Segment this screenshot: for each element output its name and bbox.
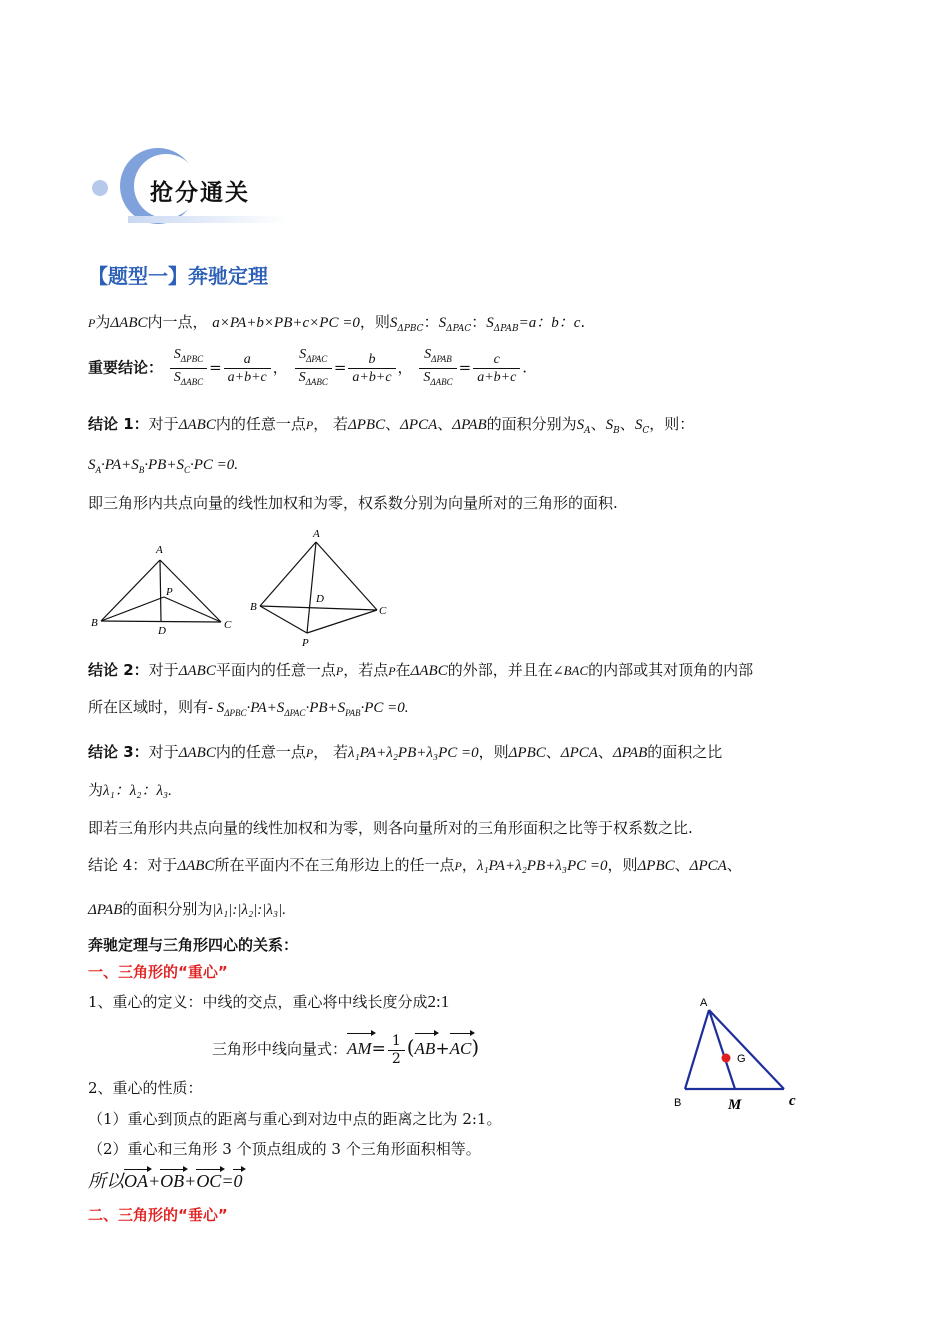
conclusion-3-note: 即若三角形内共点向量的线性加权和为零，则各向量所对的三角形面积之比等于权系数之比. [88, 819, 693, 837]
conclusion-4-line2: ΔPAB的面积分别为|λ₁|:|λ₂|:|λ₃|. [88, 900, 286, 918]
fraction-pbc: $\frac{S_{\Delta PBC}}{S_{\Delta ABC}}$ [170, 346, 207, 391]
conclusion-4-line1: 结论 4：对于ΔABC所在平面内不在三角形边上的任一点P，λ₁PA+λ₂PB+λ₃PC =0，则ΔPBC、ΔPCA、 [88, 856, 742, 874]
conclusion-2-line1: 结论 2：对于ΔABC平面内的任意一点P，若点P在ΔABC的外部，并且在∠BAC的内部或其对顶角的内部 [88, 661, 754, 679]
figure-1-triangle-interior-point [101, 560, 221, 622]
fig1-label-d: D [158, 625, 166, 637]
point-p: P [88, 316, 96, 330]
centroid-point [722, 1054, 731, 1063]
fraction-pac: $\frac{S_{\Delta PAC}}{S_{\Delta ABC}}$ [295, 346, 332, 391]
orthocenter-title: 二、三角形的“垂心” [88, 1206, 228, 1224]
fig3-label-b: B [674, 1097, 682, 1109]
fraction-c: $\frac{c}{a+b+c}$ [473, 351, 520, 386]
intro-line: P为ΔABC内一点， a×PA+b×PB+c×PC =0，则$S_{\Delta PBC}$：$S_{\Delta PAC}$：$S_{\Delta PAB}=a$：b：c. [88, 313, 586, 334]
conclusion-3-line1: 结论 3：对于ΔABC内的任意一点P， 若λ₁PA+λ₂PB+λ₃PC =0，则ΔPBC、ΔPCA、ΔPAB的面积之比 [88, 743, 723, 761]
centroid-figure [668, 992, 818, 1117]
important-conclusion: 重要结论： $\frac{S_{\Delta PBC}}{S_{\Delta ABC}}$ = $\frac{a}{a+b+c}$ ， $\frac{S_{\Delta PAC}}{S_{\Delta ABC}}$ = $\frac{b}{a+b+c}$ ， $\frac{S_{\Delta PAB}}{S_{\Delta ABC}}$ = $\frac{c}{a+b+c}$ . [88, 346, 527, 391]
fraction-pab: $\frac{S_{\Delta PAB}}{S_{\Delta ABC}}$ [419, 346, 456, 391]
figure-2-triangle-exterior-point [260, 542, 377, 633]
centroid-vector-sum: 所以OA+OB+OC=0 [88, 1168, 242, 1194]
fig1-label-b: B [91, 617, 98, 629]
centroid-triangle [685, 1010, 784, 1089]
fig3-label-a: A [700, 997, 708, 1009]
fig2-label-a: A [313, 528, 320, 540]
centroid-property-1: （1）重心到顶点的距离与重心到对边中点的距离之比为 2:1。 [88, 1110, 502, 1128]
conclusion-3-line2: 为λ₁：λ₂：λ₃. [88, 781, 172, 799]
fig3-label-g: G [737, 1053, 746, 1065]
centroid-property-2: （2）重心和三角形 3 个顶点组成的 3 个三角形面积相等。 [88, 1140, 481, 1158]
relation-title: 奔驰定理与三角形四心的关系： [88, 936, 299, 954]
fig2-label-d: D [316, 593, 324, 605]
triangle-figures [88, 525, 408, 650]
conclusion-2-line2: 所在区域时，则有- $S_{\Delta PBC}\cdot PA+S_{\Delta PAC}\cdot PB+S_{PAB}\cdot PC =0$. [88, 698, 409, 718]
fig2-label-c: C [379, 605, 387, 617]
fraction-b: $\frac{b}{a+b+c}$ [348, 351, 395, 386]
fig3-label-c: c [789, 1093, 796, 1109]
centroid-title: 一、三角形的“重心” [88, 963, 228, 981]
section-title: 【题型一】奔驰定理 [88, 264, 268, 288]
centroid-definition: 1、重心的定义：中线的交点，重心将中线长度分成2:1 [88, 992, 450, 1011]
fig2-label-b: B [250, 601, 257, 613]
fig2-label-p: P [302, 637, 309, 649]
intro-equation: a×PA+b×PB+c×PC =0 [212, 315, 360, 331]
conclusion-1-note: 即三角形内共点向量的线性加权和为零，权系数分别为向量所对的三角形的面积. [88, 494, 618, 512]
fig1-label-p: P [166, 586, 173, 598]
centroid-properties-title: 2、重心的性质： [88, 1079, 203, 1097]
median-vector-formula: 三角形中线向量式：AM= $\frac{1}{2}$ (AB+AC) [212, 1032, 480, 1067]
page-title: 抢分通关 [150, 180, 250, 206]
fig1-label-a: A [156, 544, 163, 556]
important-label: 重要结论： [88, 358, 164, 377]
fig3-label-m: M [728, 1097, 742, 1113]
fraction-a: $\frac{a}{a+b+c}$ [224, 351, 271, 386]
fig1-label-c: C [224, 619, 232, 631]
conclusion-1-formula: $S_A\cdot PA+S_B\cdot PB+S_C\cdot PC =0$. [88, 457, 239, 475]
conclusion-1-line1: 结论 1：对于ΔABC内的任意一点P， 若ΔPBC、ΔPCA、ΔPAB的面积分别为$S_A$、$S_B$、$S_C$，则： [88, 415, 695, 436]
